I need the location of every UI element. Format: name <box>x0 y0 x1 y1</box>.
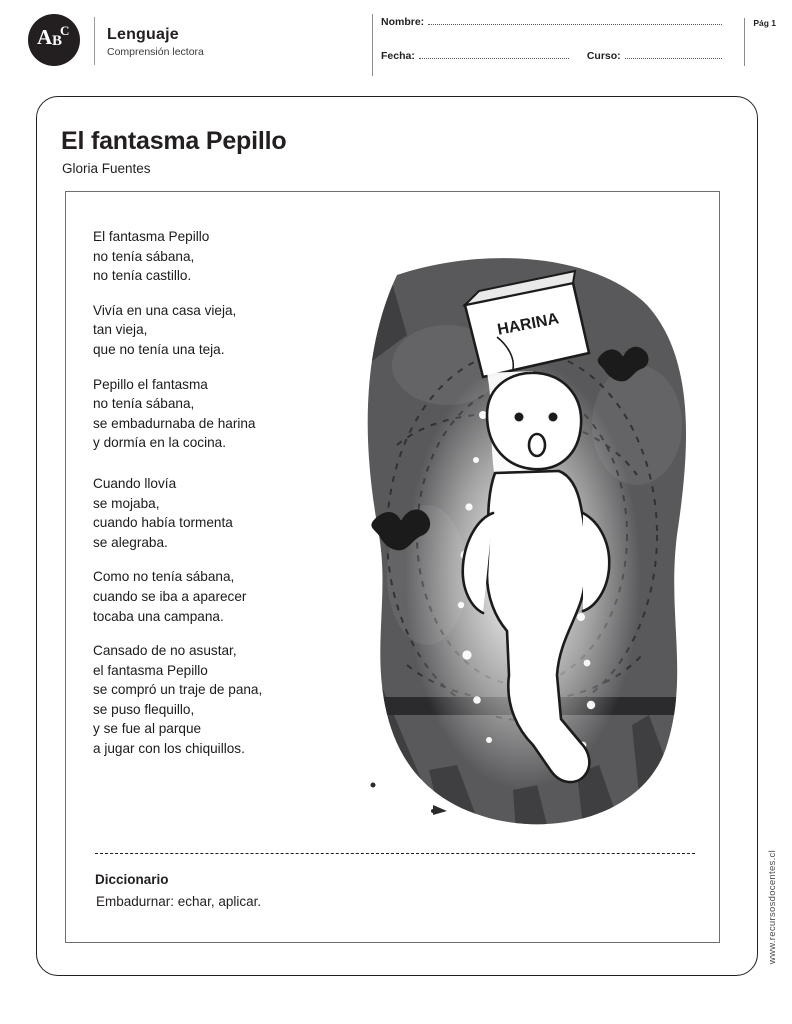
poem-line: cuando se iba a aparecer <box>93 588 247 604</box>
illustration <box>337 245 709 845</box>
poem-line: a jugar con los chiquillos. <box>93 741 245 757</box>
poem-stanza <box>93 227 363 286</box>
poem-line: Como no tenía sábana, <box>93 569 235 585</box>
poem-stanza <box>93 375 363 453</box>
worksheet-sheet <box>36 96 758 976</box>
poem-line: Pepillo el fantasma <box>93 376 208 392</box>
poem-stanza <box>93 567 363 626</box>
date-course-field-row <box>381 48 722 74</box>
logo-letter-c: C <box>60 23 70 38</box>
poem-line: se puso flequillo, <box>93 701 195 717</box>
poem-stanza <box>93 641 363 759</box>
poem-stanza <box>93 301 363 360</box>
dictionary-heading: Diccionario <box>95 872 169 887</box>
poem-line: no tenía sábana, <box>93 248 195 264</box>
poem-line: se compró un traje de pana, <box>93 682 263 698</box>
brand-block <box>22 14 322 66</box>
poem-line: El fantasma Pepillo <box>93 229 210 244</box>
poem-line: cuando había tormenta <box>93 515 233 531</box>
course-label: Curso: <box>586 50 621 62</box>
dictionary-entry: Embadurnar: echar, aplicar. <box>96 894 262 909</box>
brand-text <box>107 23 204 58</box>
poem-line: Vivía en una casa vieja, <box>93 302 237 318</box>
poem-line: tocaba una campana. <box>93 608 224 624</box>
name-field-row <box>381 14 722 40</box>
poem-line: y se fue al parque <box>93 721 202 737</box>
date-label: Fecha: <box>381 50 415 62</box>
dashed-separator <box>95 853 695 854</box>
logo-letter-a: A <box>37 25 53 49</box>
flour-bag-label: HARINA <box>495 310 561 339</box>
name-label: Nombre: <box>381 16 425 28</box>
poem-line: y dormía en la cocina. <box>93 435 226 451</box>
poem-line: se mojaba, <box>93 495 160 511</box>
course-input-line[interactable] <box>625 48 722 59</box>
brand-divider <box>94 17 95 65</box>
poem-line: no tenía castillo. <box>93 268 192 284</box>
page-title: El fantasma Pepillo <box>61 127 287 155</box>
poem-line: no tenía sábana, <box>93 396 195 412</box>
date-input-line[interactable] <box>419 48 569 59</box>
logo-letter-b: B <box>52 33 63 49</box>
poem-line: se alegraba. <box>93 534 168 550</box>
poem-line: se embadurnaba de harina <box>93 415 256 431</box>
author-name: Gloria Fuentes <box>62 161 151 176</box>
poem-line: tan vieja, <box>93 322 148 338</box>
subject-title: Lenguaje <box>107 25 179 43</box>
poem-stanza <box>93 474 363 552</box>
website-url: www.recursosdocentes.cl <box>767 849 778 964</box>
poem-line: el fantasma Pepillo <box>93 662 208 678</box>
poem-line: que no tenía una teja. <box>93 341 225 357</box>
poem-line: Cansado de no asustar, <box>93 643 237 659</box>
poem-line: Cuando llovía <box>93 475 177 491</box>
poem-text <box>93 227 363 774</box>
student-fields <box>372 14 722 76</box>
subject-subtitle: Comprensión lectora <box>107 45 204 58</box>
name-input-line[interactable] <box>428 14 722 25</box>
abc-logo-icon <box>28 14 80 66</box>
page-number: Pág 1 <box>744 18 776 66</box>
